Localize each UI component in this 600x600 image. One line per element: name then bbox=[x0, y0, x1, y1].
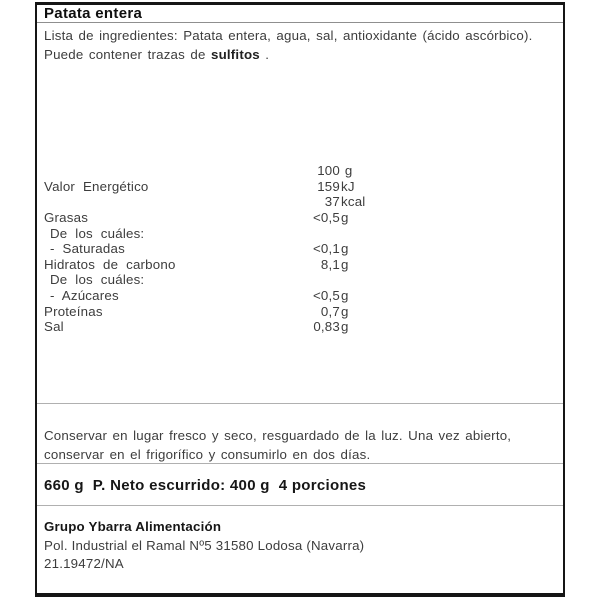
ingredients-text bbox=[44, 26, 533, 64]
traces-prefix: Puede contener trazas de bbox=[44, 47, 211, 62]
registration-number: 21.19472/NA bbox=[44, 556, 124, 571]
nutrition-label bbox=[44, 194, 280, 210]
nutrition-unit: g bbox=[341, 241, 349, 257]
nutrition-unit: g bbox=[341, 319, 349, 335]
manufacturer-info bbox=[44, 518, 364, 574]
nutrition-label: Proteínas bbox=[44, 303, 103, 319]
storage-instructions bbox=[44, 426, 511, 464]
nutrition-value: 37 bbox=[324, 194, 340, 210]
nutrition-row-energy-kcal bbox=[44, 194, 424, 210]
traces-suffix: . bbox=[259, 47, 270, 62]
nutrition-table bbox=[44, 163, 424, 335]
title-divider bbox=[37, 22, 563, 23]
nutrition-row-of-which-carb bbox=[44, 272, 424, 288]
nutrition-unit bbox=[340, 272, 341, 288]
nutrition-label: - Azúcares bbox=[50, 288, 119, 304]
nutrition-value: <0,1 bbox=[312, 241, 340, 257]
nutrition-label: - Saturadas bbox=[50, 241, 125, 257]
nutrition-unit bbox=[340, 226, 341, 242]
nutrition-label: Sal bbox=[44, 319, 64, 335]
storage-line-2: conservar en el frigorífico y consumirlo en dos días. bbox=[44, 447, 371, 462]
ingredients-line-1: Lista de ingredientes: Patata entera, agua, sal, antioxidante (ácido ascórbico). bbox=[44, 28, 533, 43]
nutrition-value: 0,83 bbox=[313, 319, 340, 335]
nutrition-row-saturates bbox=[44, 241, 424, 257]
nutrition-row-carbohydrate bbox=[44, 257, 424, 273]
product-label-box bbox=[35, 2, 565, 597]
nutrition-header-amount: 100 bbox=[317, 163, 340, 178]
nutrition-row-energy bbox=[44, 179, 424, 195]
nutrition-unit: kcal bbox=[341, 194, 366, 210]
nutrition-label: Hidratos de carbono bbox=[44, 256, 176, 272]
net-weight: 660 g P. Neto escurrido: 400 g 4 porciones bbox=[44, 477, 367, 494]
nutrition-header-label bbox=[44, 163, 280, 179]
product-title: Patata entera bbox=[44, 5, 143, 22]
nutrition-row-of-which-fat bbox=[44, 226, 424, 242]
nutrition-label: De los cuáles: bbox=[50, 225, 145, 241]
nutrition-header-row bbox=[44, 163, 424, 179]
nutrition-value bbox=[280, 226, 340, 242]
nutrition-unit: g bbox=[341, 288, 349, 304]
allergen-sulfitos: sulfitos bbox=[210, 47, 260, 62]
nutrition-value bbox=[280, 272, 340, 288]
net-weight-divider bbox=[37, 463, 563, 464]
nutrition-unit: g bbox=[341, 256, 349, 272]
nutrition-value: <0,5 bbox=[312, 288, 340, 304]
nutrition-value: 159 bbox=[317, 178, 340, 194]
nutrition-unit: g bbox=[341, 209, 349, 225]
company-divider bbox=[37, 505, 563, 506]
nutrition-value: 8,1 bbox=[320, 256, 340, 272]
manufacturer-name: Grupo Ybarra Alimentación bbox=[44, 519, 222, 534]
nutrition-row-salt bbox=[44, 319, 424, 335]
nutrition-label: Grasas bbox=[44, 209, 89, 225]
nutrition-unit: kJ bbox=[341, 178, 355, 194]
nutrition-row-fat bbox=[44, 210, 424, 226]
nutrition-row-sugars bbox=[44, 288, 424, 304]
nutrition-label: De los cuáles: bbox=[50, 272, 145, 288]
storage-divider bbox=[37, 403, 563, 404]
storage-line-1: Conservar en lugar fresco y seco, resguardado de la luz. Una vez abierto, bbox=[44, 428, 512, 443]
nutrition-value: 0,7 bbox=[320, 303, 340, 319]
nutrition-unit: g bbox=[341, 303, 349, 319]
ingredients-line-2 bbox=[44, 45, 533, 64]
nutrition-value: <0,5 bbox=[312, 209, 340, 225]
nutrition-label: Valor Energético bbox=[44, 178, 149, 194]
nutrition-row-protein bbox=[44, 304, 424, 320]
nutrition-header-unit: g bbox=[341, 163, 353, 178]
manufacturer-address: Pol. Industrial el Ramal Nº5 31580 Lodosa (Navarra) bbox=[44, 537, 365, 553]
